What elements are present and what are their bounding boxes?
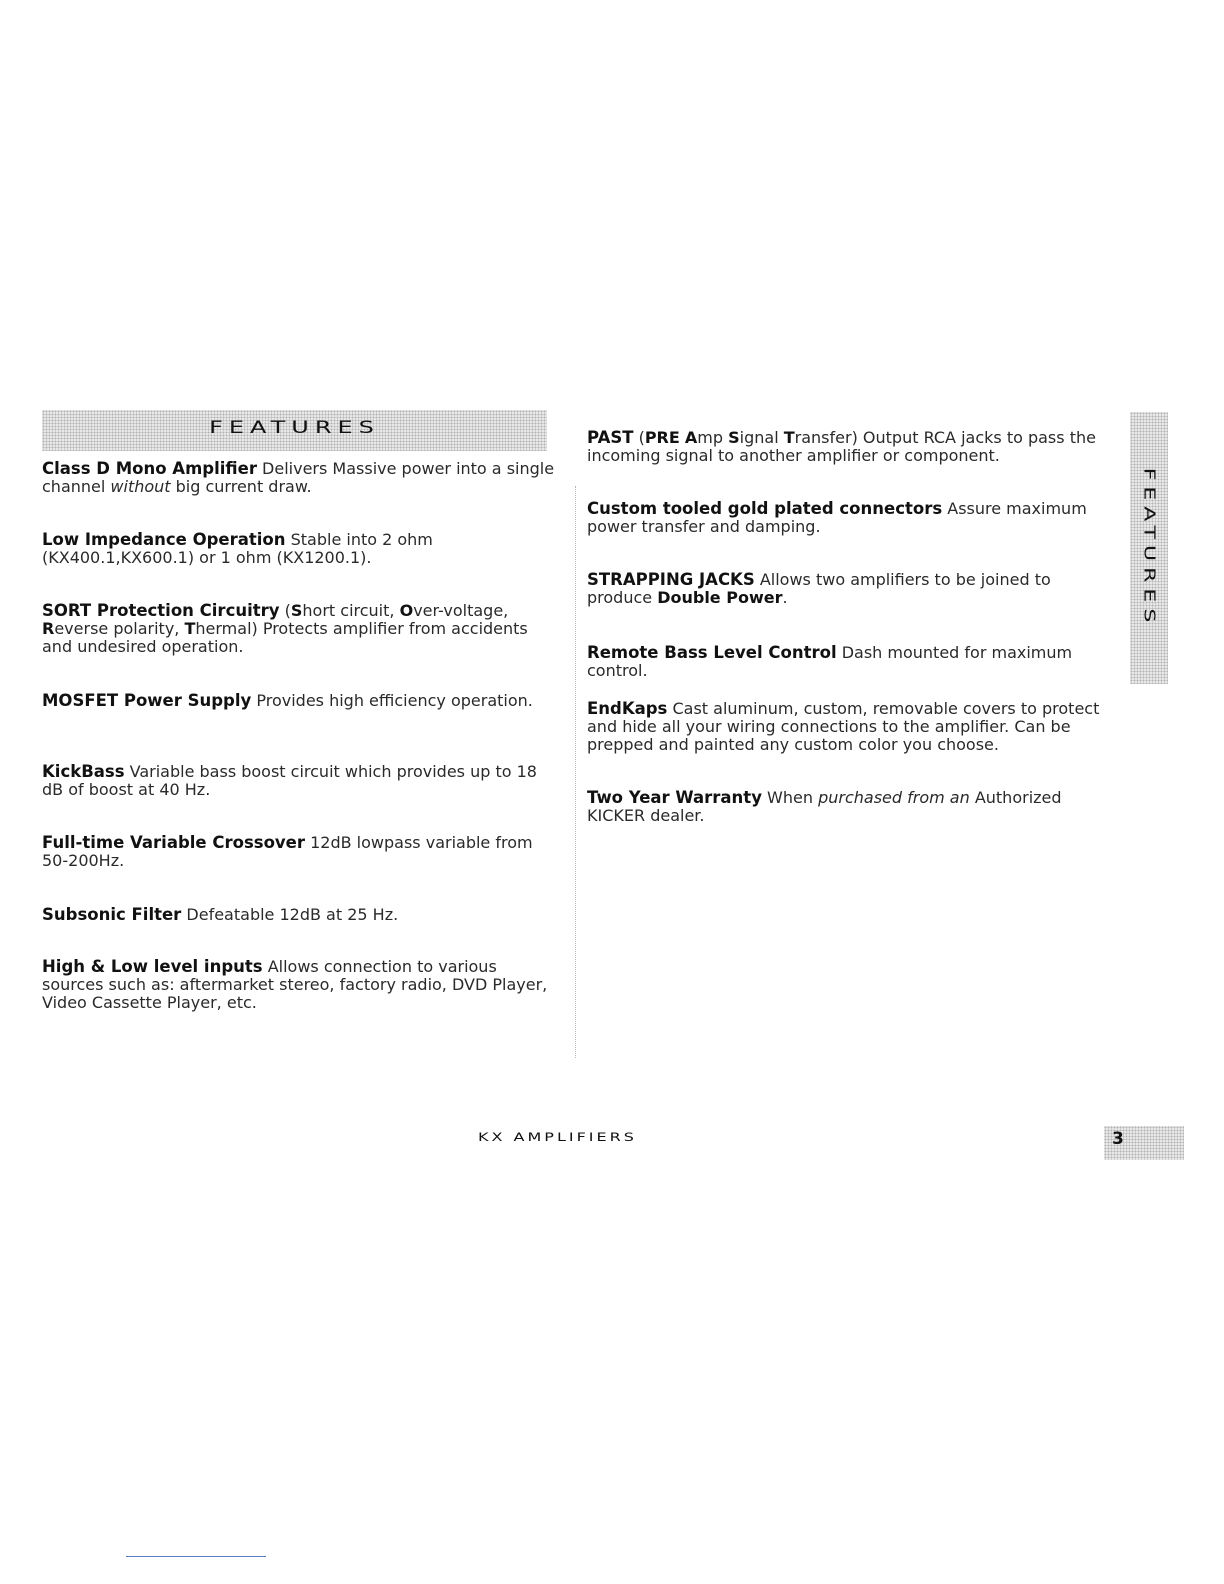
feature-text: 12dB lowpass variable from 50-200Hz. [42, 833, 533, 870]
feature-past [587, 429, 1107, 465]
feature-high-low-level-inputs [42, 958, 557, 1012]
feature-low-impedance-operation [42, 531, 557, 567]
feature-text: ver-voltage, [413, 601, 509, 620]
feature-text: Cast aluminum, custom, removable covers to protect and hide all your wiring connections to the amplifier. Can be prepped and painted any custom color you choose. [587, 699, 1100, 754]
acronym-letter: R [42, 619, 55, 638]
feature-strapping-jacks [587, 571, 1107, 607]
feature-title: PAST [587, 428, 634, 447]
feature-text: big current draw. [170, 477, 312, 496]
feature-title: Two Year Warranty [587, 788, 762, 807]
feature-title: Full-time Variable Crossover [42, 833, 306, 852]
footer-title: KX AMPLIFIERS [478, 1130, 637, 1144]
feature-custom-tooled-gold-plated-connectors [587, 500, 1107, 536]
feature-text: Allows two amplifiers to be joined to produce [587, 570, 1051, 607]
feature-text: ( [279, 601, 291, 620]
feature-sort-protection-circuitry [42, 602, 557, 656]
feature-text: ransfer) Output RCA jacks to pass the incoming signal to another amplifier or component. [587, 428, 1096, 465]
feature-endkaps [587, 700, 1107, 754]
feature-two-year-warranty [587, 789, 1107, 825]
feature-text-italic: purchased from an [818, 788, 970, 807]
acronym-letter: S [728, 428, 740, 447]
bottom-rule [126, 1556, 266, 1557]
feature-title: STRAPPING JACKS [587, 570, 755, 589]
feature-text: hort circuit, [302, 601, 400, 620]
feature-text: hermal) Protects amplifier from accidents and undesired operation. [42, 619, 528, 656]
feature-title: Custom tooled gold plated connectors [587, 499, 943, 518]
feature-title: Class D Mono Amplifier [42, 459, 257, 478]
feature-kickbass [42, 763, 557, 799]
feature-text: Defeatable 12dB at 25 Hz. [181, 905, 399, 924]
acronym-letter: S [290, 601, 303, 620]
feature-title: EndKaps [587, 699, 668, 718]
feature-text-italic: without [110, 477, 171, 496]
feature-class-d-mono-amplifier [42, 460, 557, 496]
feature-text-bold: Double Power [657, 588, 783, 607]
acronym-letter: PRE [644, 428, 680, 447]
feature-title: KickBass [42, 762, 125, 781]
feature-title: SORT Protection Circuitry [42, 601, 280, 620]
acronym-letter: T [783, 428, 795, 447]
page-number: 3 [1112, 1129, 1124, 1149]
acronym-letter: O [399, 601, 414, 620]
acronym-letter: A [684, 428, 698, 447]
feature-text: Delivers Massive power into a single channel [42, 459, 555, 496]
feature-text: Provides high efficiency operation. [251, 691, 533, 710]
feature-title: MOSFET Power Supply [42, 691, 252, 710]
column-divider [575, 486, 576, 1058]
feature-title: High & Low level inputs [42, 957, 263, 976]
feature-text: mp [697, 428, 729, 447]
feature-text: When [761, 788, 819, 807]
features-side-tab [1130, 412, 1168, 684]
feature-text: everse polarity, [54, 619, 185, 638]
feature-text: Dash mounted for maximum control. [587, 643, 1073, 680]
feature-text: ( [633, 428, 645, 447]
feature-mosfet-power-supply [42, 692, 557, 710]
feature-full-time-variable-crossover [42, 834, 557, 870]
acronym-letter: T [184, 619, 196, 638]
feature-text: Allows connection to various sources such as: aftermarket stereo, factory radio, DVD Player, Video Cassette Player, etc. [42, 957, 548, 1012]
feature-text: Assure maximum power transfer and damping. [587, 499, 1087, 536]
page-number-band [1104, 1126, 1184, 1160]
feature-title: Low Impedance Operation [42, 530, 286, 549]
feature-text: Stable into 2 ohm (KX400.1,KX600.1) or 1 ohm (KX1200.1). [42, 530, 433, 567]
features-header-title: FEATURES [209, 417, 380, 438]
feature-title: Subsonic Filter [42, 905, 182, 924]
feature-text: ignal [739, 428, 784, 447]
feature-remote-bass-level-control [587, 644, 1107, 680]
feature-text: . [782, 588, 788, 607]
feature-subsonic-filter [42, 906, 557, 924]
feature-text: Variable bass boost circuit which provides up to 18 dB of boost at 40 Hz. [42, 762, 537, 799]
feature-title: Remote Bass Level Control [587, 643, 837, 662]
side-tab-label: FEATURES [1140, 467, 1158, 629]
features-header-band [42, 410, 547, 451]
feature-text: Authorized KICKER dealer. [587, 788, 1062, 825]
